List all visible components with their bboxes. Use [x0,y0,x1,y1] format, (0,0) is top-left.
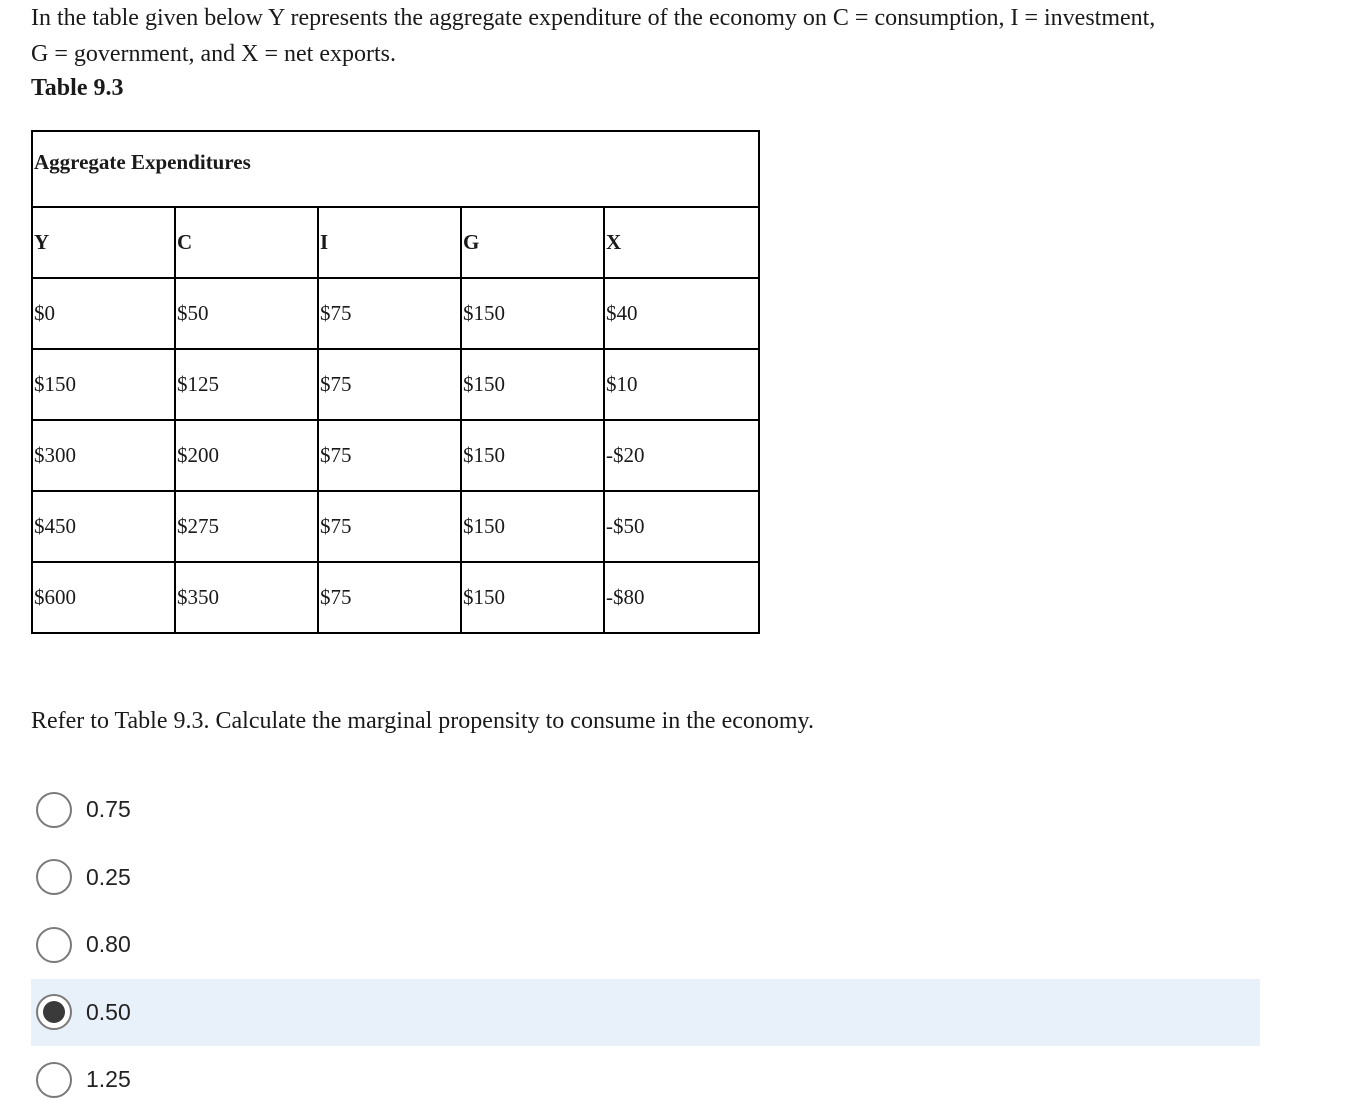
table-header-row [32,207,759,278]
table-cell: $150 [32,349,175,420]
option-label: 1.25 [86,1066,131,1093]
table-cell: $150 [461,420,604,491]
table-cell: $350 [175,562,318,633]
table-cell: $600 [32,562,175,633]
aggregate-expenditures-table [31,130,760,634]
question-text: Refer to Table 9.3. Calculate the marginal propensity to consume in the economy. [31,708,814,734]
question-intro [31,0,1331,72]
table-cell: -$80 [604,562,759,633]
answer-option-0-75[interactable] [31,776,1260,844]
radio-button[interactable] [36,927,72,963]
table-row [32,420,759,491]
table-cell: -$50 [604,491,759,562]
table-cell: $75 [318,349,461,420]
column-header-c: C [175,207,318,278]
intro-line-2: G = government, and X = net exports. [31,41,396,67]
table-row [32,562,759,633]
table-cell: $275 [175,491,318,562]
answer-option-0-50[interactable] [31,979,1260,1047]
radio-button[interactable] [36,792,72,828]
table-row [32,349,759,420]
table-cell: $150 [461,491,604,562]
table-cell: $150 [461,349,604,420]
table-cell: $300 [32,420,175,491]
table-cell: $75 [318,491,461,562]
table-cell: $0 [32,278,175,349]
option-label: 0.80 [86,931,131,958]
table-cell: $200 [175,420,318,491]
radio-button[interactable] [36,994,72,1030]
intro-line-1: In the table given below Y represents the aggregate expenditure of the economy on C = consumption, I = investment, [31,5,1156,31]
table-cell: $10 [604,349,759,420]
table-cell: $150 [461,562,604,633]
table-row [32,278,759,349]
table-cell: $150 [461,278,604,349]
radio-button[interactable] [36,1062,72,1098]
option-label: 0.75 [86,796,131,823]
table-cell: $75 [318,562,461,633]
column-header-i: I [318,207,461,278]
table-cell: $75 [318,278,461,349]
table-cell: $450 [32,491,175,562]
answer-options [31,776,1260,1114]
table-title-row [32,131,759,207]
column-header-y: Y [32,207,175,278]
radio-dot-icon [43,1001,65,1023]
table-cell: -$20 [604,420,759,491]
table-cell: $40 [604,278,759,349]
table-cell: $125 [175,349,318,420]
table-caption: Table 9.3 [31,75,124,101]
table-title: Aggregate Expenditures [32,131,759,207]
option-label: 0.25 [86,863,131,890]
answer-option-1-25[interactable] [31,1046,1260,1114]
table-row [32,491,759,562]
option-label: 0.50 [86,998,131,1025]
radio-button[interactable] [36,859,72,895]
column-header-g: G [461,207,604,278]
column-header-x: X [604,207,759,278]
answer-option-0-80[interactable] [31,911,1260,979]
table-cell: $50 [175,278,318,349]
table-cell: $75 [318,420,461,491]
answer-option-0-25[interactable] [31,844,1260,912]
